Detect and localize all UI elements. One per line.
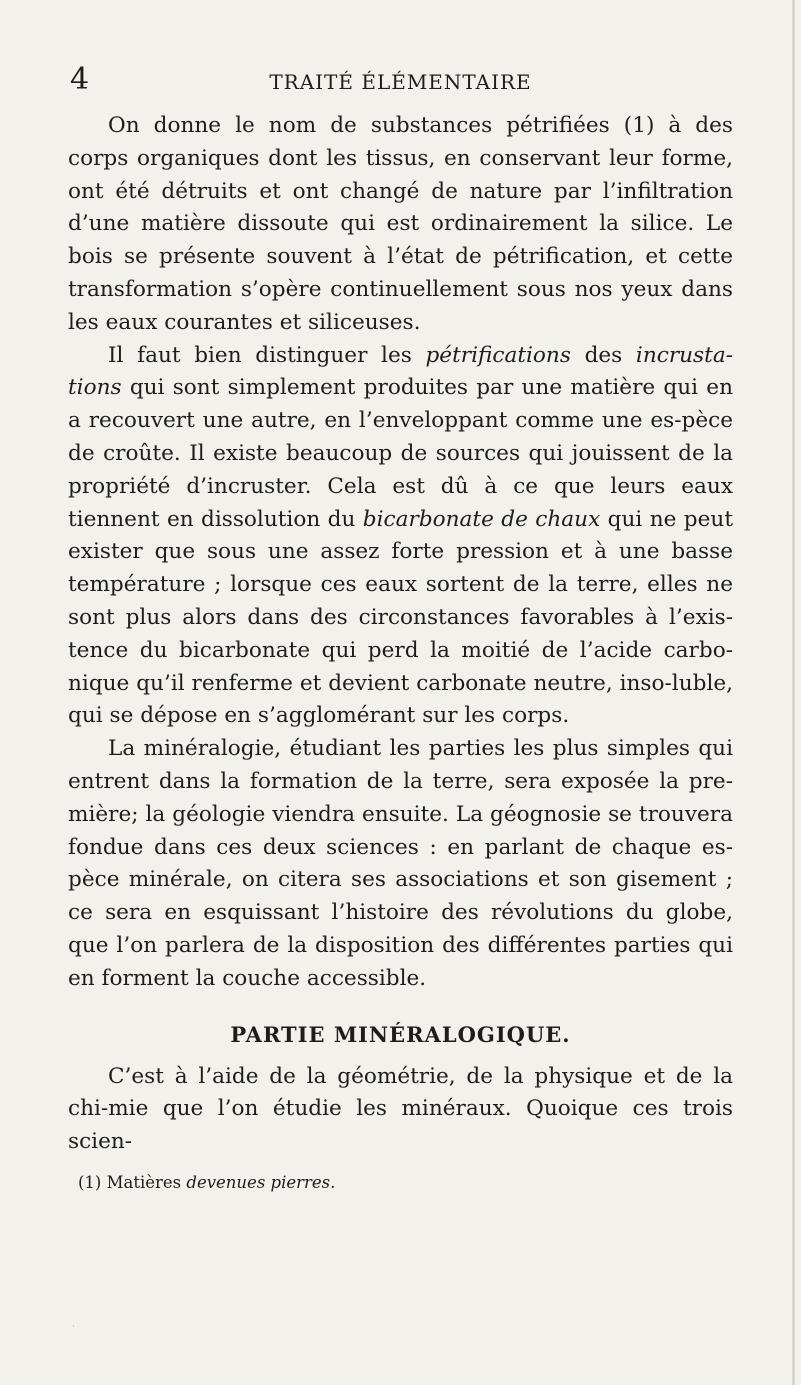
footnote-marker: (1) <box>78 1172 102 1192</box>
page-edge-shadow <box>792 0 795 1385</box>
footnote-italic: devenues pierres. <box>186 1172 336 1192</box>
paper-speck: · <box>72 1322 75 1331</box>
footnote-text: Matières <box>101 1172 187 1192</box>
section-heading: PARTIE MINÉRALOGIQUE. <box>230 1021 571 1047</box>
paragraph-petrified-substances: On donne le nom de substances pétrifiées (1) à des corps organiques dont les tissus, en conservant leur forme, ont été détruits et ont changé de nature par l’infiltration d’une matière dissoute qui est ordinairement la silice. Le bois se présente souvent à l’état de pétrification, et cette transformation s’opère continuellement sous nos yeux dans les eaux courantes et siliceuses. <box>68 113 733 335</box>
text-run: qui ne peut exister que sous une assez forte pression et à une basse température ; lorsque ces eaux sortent de la terre, elles ne sont plus alors dans des circonstances favorables à l’exis-tence du bicarbonate qui perd la moitié de l’acide carbo-nique qu’il renferme et devient carbonate neutre, inso-luble, qui se dépose en s’agglomérant sur les corps. <box>68 506 733 729</box>
text-run: Il faut bien distinguer les <box>108 342 426 368</box>
paragraph-study-of-minerals: C’est à l’aide de la géométrie, de la physique et de la chi-mie que l’on étudie les minéraux. Quoique ces trois scien- <box>68 1063 733 1155</box>
paragraph-incrustations <box>68 340 733 734</box>
page-header <box>70 62 731 102</box>
italic-term-petrifications: pétrifications <box>425 342 571 368</box>
page-number: 4 <box>70 62 90 97</box>
footnote <box>68 1171 733 1195</box>
running-title: TRAITÉ ÉLÉMENTAIRE <box>269 70 532 94</box>
italic-term-incrustations: incrusta-tions <box>68 342 733 401</box>
paragraph-mineralogy: La minéralogie, étudiant les parties les plus simples qui entrent dans la formation de la terre, sera exposée la pre-mière; la géologie viendra ensuite. La géognosie se trouvera fondue dans ces deux sciences : en parlant de chaque es-pèce minérale, on citera ses associations et son gisement ; ce sera en esquissant l’histoire des révolutions du globe, que l’on parlera de la disposition des différentes parties qui en forment la couche accessible. <box>68 736 733 991</box>
text-run: des <box>570 342 636 368</box>
italic-term-bicarbonate: bicarbonate de chaux <box>362 506 601 532</box>
body-text <box>68 110 733 1195</box>
text-run: qui sont simplement produites par une matière qui en a recouvert une autre, en l’enveloppant comme une es-pèce de croûte. Il existe beaucoup de sources qui jouissent de la propriété d’incruster. Cela est dû à ce que leurs eaux tiennent en dissolution du <box>68 375 733 532</box>
